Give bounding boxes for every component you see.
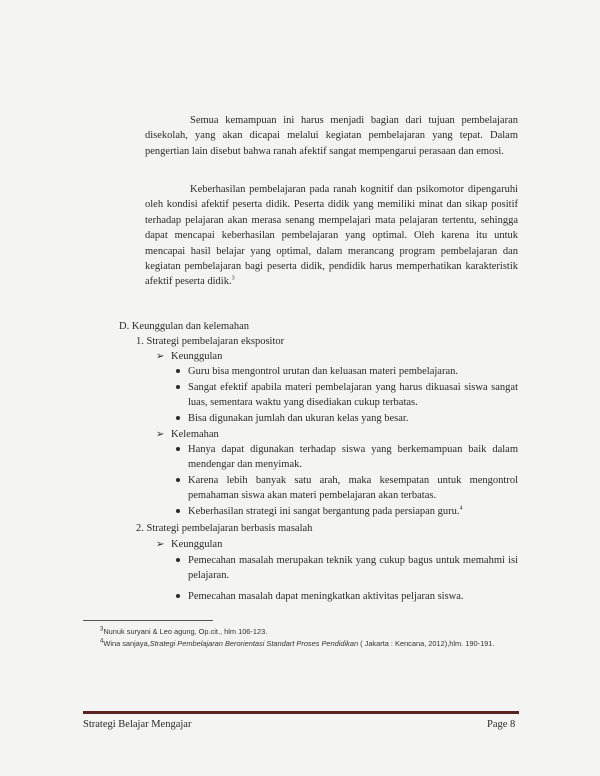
item-1-kelemahan-3-text: Keberhasilan strategi ini sangat bergantung pada persiapan guru.: [188, 506, 460, 517]
item-2-keunggulan-label: Keunggulan: [171, 539, 223, 550]
footnote-4: [83, 638, 519, 650]
item-1-keunggulan-label: Keunggulan: [171, 351, 223, 362]
paragraph-2: [145, 182, 518, 290]
item-1-keunggulan-2: Sangat efektif apabila materi pembelajaran yang harus dikuasai siswa sangat luas, sementara waktu yang disediakan cukup terbatas.: [188, 382, 518, 409]
footnote-3-text: Nunuk suryani & Leo agung, Op.cit., hlm 106-123.: [103, 627, 268, 636]
bullet-dot-icon: [176, 447, 180, 451]
footnote-ref-3: 3: [231, 275, 235, 282]
bullet-dot-icon: [176, 509, 180, 513]
section-d-heading: D. Keunggulan dan kelemahan: [119, 321, 250, 332]
footnote-4-author: Wina sanjaya,: [103, 639, 150, 648]
footer-title: Strategi Belajar Mengajar: [83, 719, 192, 730]
footnote-4-title: Strategi Pembelajaran Berorientasi Standart Proses Pendidikan: [149, 639, 359, 648]
item-2-keunggulan-2: Pemecahan masalah dapat meningkatkan aktivitas peljaran siswa.: [188, 591, 464, 602]
footnote-4-rest: ( Jakarta : Kencana, 2012),hlm. 190-191.: [358, 639, 495, 648]
footer-rule: [83, 711, 519, 714]
item-1-kelemahan-3: [188, 504, 518, 519]
bullet-dot-icon: [176, 369, 180, 373]
bullet-dot-icon: [176, 416, 180, 420]
footnote-3: [100, 626, 518, 638]
bullet-dot-icon: [176, 594, 180, 598]
arrow-bullet-icon: ➢: [156, 539, 165, 550]
arrow-bullet-icon: ➢: [156, 429, 165, 440]
item-1-keunggulan-3: Bisa digunakan jumlah dan ukuran kelas yang besar.: [188, 413, 409, 424]
page-number: Page 8: [487, 719, 516, 730]
item-2-title: 2. Strategi pembelajaran berbasis masalah: [136, 523, 313, 534]
item-1-kelemahan-1: Hanya dapat digunakan terhadap siswa yang berkemampuan baik dalam mendengar dan menyimak.: [188, 444, 518, 471]
bullet-dot-icon: [176, 558, 180, 562]
bullet-dot-icon: [176, 478, 180, 482]
footnote-ref-4: 4: [459, 505, 463, 512]
footnote-separator: [83, 620, 213, 621]
item-1-title: 1. Strategi pembelajaran ekspositor: [136, 336, 285, 347]
paragraph-1-text: Semua kemampuan ini harus menjadi bagian dari tujuan pembelajaran disekolah, yang akan dicapai melalui kegiatan pembelajaran yang tepat. Dalam pengertian lain disebut bahwa ranah afektif sangat mempengarui perasaan dan emosi.: [145, 115, 518, 157]
paragraph-1: [145, 113, 518, 159]
footnote-4-number: 4: [100, 638, 104, 645]
arrow-bullet-icon: ➢: [156, 351, 165, 362]
bullet-dot-icon: [176, 385, 180, 389]
item-1-kelemahan-label: Kelemahan: [171, 429, 219, 440]
item-1-kelemahan-2: Karena lebih banyak satu arah, maka kesempatan untuk mengontrol pemahaman siswa akan materi pembelajaran akan terbatas.: [188, 475, 518, 502]
item-2-keunggulan-1: Pemecahan masalah merupakan teknik yang cukup bagus untuk memahmi isi pelajaran.: [188, 555, 518, 582]
item-1-keunggulan-1: Guru bisa mengontrol urutan dan keluasan materi pembelajaran.: [188, 366, 458, 377]
footnote-3-number: 3: [100, 626, 104, 633]
paragraph-2-text: Keberhasilan pembelajaran pada ranah kognitif dan psikomotor dipengaruhi oleh kondisi afektif peserta didik. Peserta didik yang memiliki minat dan sikap positif terhadap pelajaran akan merasa senang mempelajari mata pelajaran tertentu, sehingga dapat mencapai keberhasilan pembelajaran yang optimal. Oleh karena itu untuk mencapai hasil belajar yang optimal, dalam merancang program pembelajaran dan kegiatan pembelajaran bagi peserta didik, pendidik harus memperhatikan karakteristik afektif peserta didik.: [145, 184, 518, 288]
